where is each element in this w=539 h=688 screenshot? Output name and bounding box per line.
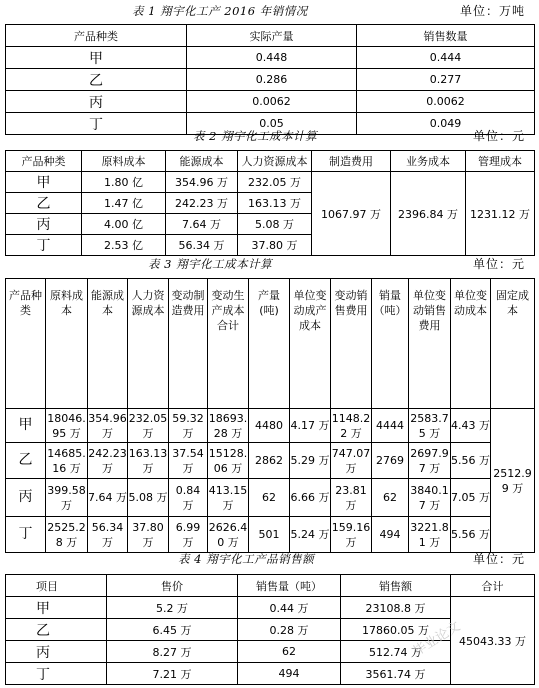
table1-cell: 0.0062 xyxy=(187,91,357,113)
table4-header-cell: 销售额 xyxy=(341,575,451,597)
table4-cell: 8.27 万 xyxy=(107,641,238,663)
table1-cell: 丙 xyxy=(6,91,187,113)
table3-cell: 163.13 万 xyxy=(128,443,169,479)
table4-cell: 6.45 万 xyxy=(107,619,238,641)
table1-cell: 0.444 xyxy=(357,47,535,69)
table2-cell: 1.47 亿 xyxy=(82,193,166,214)
table-row xyxy=(6,409,535,443)
table3-header-cell: 变动生产成本合计 xyxy=(208,279,249,409)
table-row xyxy=(6,91,535,113)
table4-cell: 7.21 万 xyxy=(107,663,238,685)
table1-header-cell: 销售数量 xyxy=(357,25,535,47)
table3-cell: 494 xyxy=(372,517,409,553)
table1-cell: 0.0062 xyxy=(357,91,535,113)
table3-cell: 乙 xyxy=(6,443,46,479)
table1-cell: 0.448 xyxy=(187,47,357,69)
table3 xyxy=(5,278,535,553)
table2-cell: 2.53 亿 xyxy=(82,235,166,256)
table2-header-row xyxy=(6,151,535,172)
table-row xyxy=(6,597,535,619)
table2-cell: 丁 xyxy=(6,235,82,256)
table1-cell: 乙 xyxy=(6,69,187,91)
table-row xyxy=(6,172,535,193)
table3-cell: 15128.06 万 xyxy=(208,443,249,479)
table1-cell: 0.277 xyxy=(357,69,535,91)
table2-caption: 表 2 翔宇化工成本计算 xyxy=(193,129,318,143)
table3-header-cell: 原料成本 xyxy=(46,279,88,409)
table2-cell: 4.00 亿 xyxy=(82,214,166,235)
table2-header-cell: 产品种类 xyxy=(6,151,82,172)
table2-header-cell: 人力资源成本 xyxy=(238,151,312,172)
table4-total-cell: 45043.33 万 xyxy=(451,597,535,685)
table2-merged-cell: 2396.84 万 xyxy=(391,172,466,256)
table3-cell: 7.05 万 xyxy=(451,479,491,517)
table3-caption-bar xyxy=(0,256,539,272)
table3-cell: 59.32 万 xyxy=(169,409,208,443)
table3-header-cell: 产量(吨) xyxy=(249,279,290,409)
table3-header-cell: 产品种类 xyxy=(6,279,46,409)
table1-caption-bar xyxy=(0,3,539,19)
table4-cell: 0.44 万 xyxy=(238,597,341,619)
table-row xyxy=(6,517,535,553)
table2-cell: 甲 xyxy=(6,172,82,193)
table2-cell: 37.80 万 xyxy=(238,235,312,256)
table4-caption: 表 4 翔宇化工产品销售额 xyxy=(178,552,315,566)
table3-cell: 37.54 万 xyxy=(169,443,208,479)
table2-cell: 7.64 万 xyxy=(166,214,238,235)
table2-cell: 56.34 万 xyxy=(166,235,238,256)
table3-cell: 23.81 万 xyxy=(331,479,372,517)
table3-cell: 3221.81 万 xyxy=(409,517,451,553)
table2-cell: 1.80 亿 xyxy=(82,172,166,193)
table3-header-cell: 变动销售费用 xyxy=(331,279,372,409)
table3-cell: 甲 xyxy=(6,409,46,443)
table3-cell: 5.08 万 xyxy=(128,479,169,517)
table2-cell: 354.96 万 xyxy=(166,172,238,193)
table3-cell: 3840.17 万 xyxy=(409,479,451,517)
table3-cell: 62 xyxy=(372,479,409,517)
table3-cell: 18693.28 万 xyxy=(208,409,249,443)
table1-cell: 甲 xyxy=(6,47,187,69)
table3-cell: 2769 xyxy=(372,443,409,479)
watermark: 毕业论文 xyxy=(411,619,464,660)
table3-cell: 14685.16 万 xyxy=(46,443,88,479)
table4-header-cell: 项目 xyxy=(6,575,107,597)
table1-header-cell: 实际产量 xyxy=(187,25,357,47)
table1-cell: 0.286 xyxy=(187,69,357,91)
table3-cell: 62 xyxy=(249,479,290,517)
table3-cell: 56.34 万 xyxy=(88,517,128,553)
table2-header-cell: 原料成本 xyxy=(82,151,166,172)
table3-cell: 丙 xyxy=(6,479,46,517)
table3-cell: 413.15 万 xyxy=(208,479,249,517)
table2-header-cell: 制造费用 xyxy=(312,151,391,172)
table3-cell: 37.80 万 xyxy=(128,517,169,553)
table3-cell: 18046.95 万 xyxy=(46,409,88,443)
table3-header-row xyxy=(6,279,535,409)
table3-header-cell: 单位变动销售费用 xyxy=(409,279,451,409)
table3-cell: 4.17 万 xyxy=(290,409,331,443)
table2-merged-cell: 1231.12 万 xyxy=(466,172,535,256)
table4-header-row xyxy=(6,575,535,597)
table-row xyxy=(6,443,535,479)
table3-header-cell: 人力资源成本 xyxy=(128,279,169,409)
table3-cell: 5.56 万 xyxy=(451,517,491,553)
table3-cell: 2697.97 万 xyxy=(409,443,451,479)
table3-header-cell: 单位变动成产成本 xyxy=(290,279,331,409)
table2 xyxy=(5,150,535,256)
table3-cell: 5.29 万 xyxy=(290,443,331,479)
table4-header-cell: 销售量（吨） xyxy=(238,575,341,597)
table2-header-cell: 管理成本 xyxy=(466,151,535,172)
table3-header-cell: 变动制造费用 xyxy=(169,279,208,409)
table4-cell: 乙 xyxy=(6,619,107,641)
table2-cell: 163.13 万 xyxy=(238,193,312,214)
table3-cell: 354.96 万 xyxy=(88,409,128,443)
table3-cell: 2583.75 万 xyxy=(409,409,451,443)
table1-cell: 0.05 xyxy=(187,113,357,135)
table3-caption: 表 3 翔宇化工成本计算 xyxy=(148,257,273,271)
table3-cell: 6.66 万 xyxy=(290,479,331,517)
table3-header-cell: 销量（吨） xyxy=(372,279,409,409)
table4-cell: 512.74 万 xyxy=(341,641,451,663)
table2-cell: 乙 xyxy=(6,193,82,214)
table4-cell: 丁 xyxy=(6,663,107,685)
table1-cell: 0.049 xyxy=(357,113,535,135)
table2-header-cell: 能源成本 xyxy=(166,151,238,172)
table3-cell: 1148.22 万 xyxy=(331,409,372,443)
table3-unit: 单位：元 xyxy=(472,257,525,271)
table3-header-cell: 单位变动成本 xyxy=(451,279,491,409)
table3-cell: 丁 xyxy=(6,517,46,553)
table3-header-cell: 固定成本 xyxy=(491,279,535,409)
table4-cell: 0.28 万 xyxy=(238,619,341,641)
table3-header-cell: 能源成本 xyxy=(88,279,128,409)
table1-unit: 单位：万吨 xyxy=(459,4,525,18)
table3-cell: 4.43 万 xyxy=(451,409,491,443)
table3-cell: 0.84 万 xyxy=(169,479,208,517)
table2-cell: 242.23 万 xyxy=(166,193,238,214)
table2-cell: 232.05 万 xyxy=(238,172,312,193)
table4-header-cell: 合计 xyxy=(451,575,535,597)
table3-cell: 5.24 万 xyxy=(290,517,331,553)
table4-caption-bar xyxy=(0,551,539,567)
table4-header-cell: 售价 xyxy=(107,575,238,597)
table3-cell: 5.56 万 xyxy=(451,443,491,479)
table4-cell: 17860.05 万 xyxy=(341,619,451,641)
table4-cell: 3561.74 万 xyxy=(341,663,451,685)
table3-cell: 159.16 万 xyxy=(331,517,372,553)
table3-cell: 2626.40 万 xyxy=(208,517,249,553)
table3-cell: 399.58 万 xyxy=(46,479,88,517)
table4-cell: 5.2 万 xyxy=(107,597,238,619)
table3-cell: 4480 xyxy=(249,409,290,443)
table3-cell: 4444 xyxy=(372,409,409,443)
table-row xyxy=(6,47,535,69)
table4-cell: 23108.8 万 xyxy=(341,597,451,619)
table2-header-cell: 业务成本 xyxy=(391,151,466,172)
table-row xyxy=(6,479,535,517)
table4-cell: 494 xyxy=(238,663,341,685)
table-row xyxy=(6,69,535,91)
table2-merged-cell: 1067.97 万 xyxy=(312,172,391,256)
table3-cell: 242.23 万 xyxy=(88,443,128,479)
table3-cell: 6.99 万 xyxy=(169,517,208,553)
table4-cell: 甲 xyxy=(6,597,107,619)
table3-cell: 7.64 万 xyxy=(88,479,128,517)
table2-cell: 丙 xyxy=(6,214,82,235)
table1-header-cell: 产品种类 xyxy=(6,25,187,47)
table1-caption: 表 1 翔宇化工产 2016 年销情况 xyxy=(132,4,308,18)
table4-cell: 62 xyxy=(238,641,341,663)
table1-cell: 丁 xyxy=(6,113,187,135)
table3-cell: 2862 xyxy=(249,443,290,479)
table3-cell: 232.05 万 xyxy=(128,409,169,443)
table4-unit: 单位：元 xyxy=(472,552,525,566)
table2-caption-bar xyxy=(0,128,539,144)
table2-cell: 5.08 万 xyxy=(238,214,312,235)
table3-cell: 747.07 万 xyxy=(331,443,372,479)
table2-unit: 单位：元 xyxy=(472,129,525,143)
table1 xyxy=(5,24,535,135)
table3-cell: 501 xyxy=(249,517,290,553)
table3-cell: 2525.28 万 xyxy=(46,517,88,553)
table4-cell: 丙 xyxy=(6,641,107,663)
table1-header-row xyxy=(6,25,535,47)
table3-fixed-cost-cell: 2512.99 万 xyxy=(491,409,535,553)
